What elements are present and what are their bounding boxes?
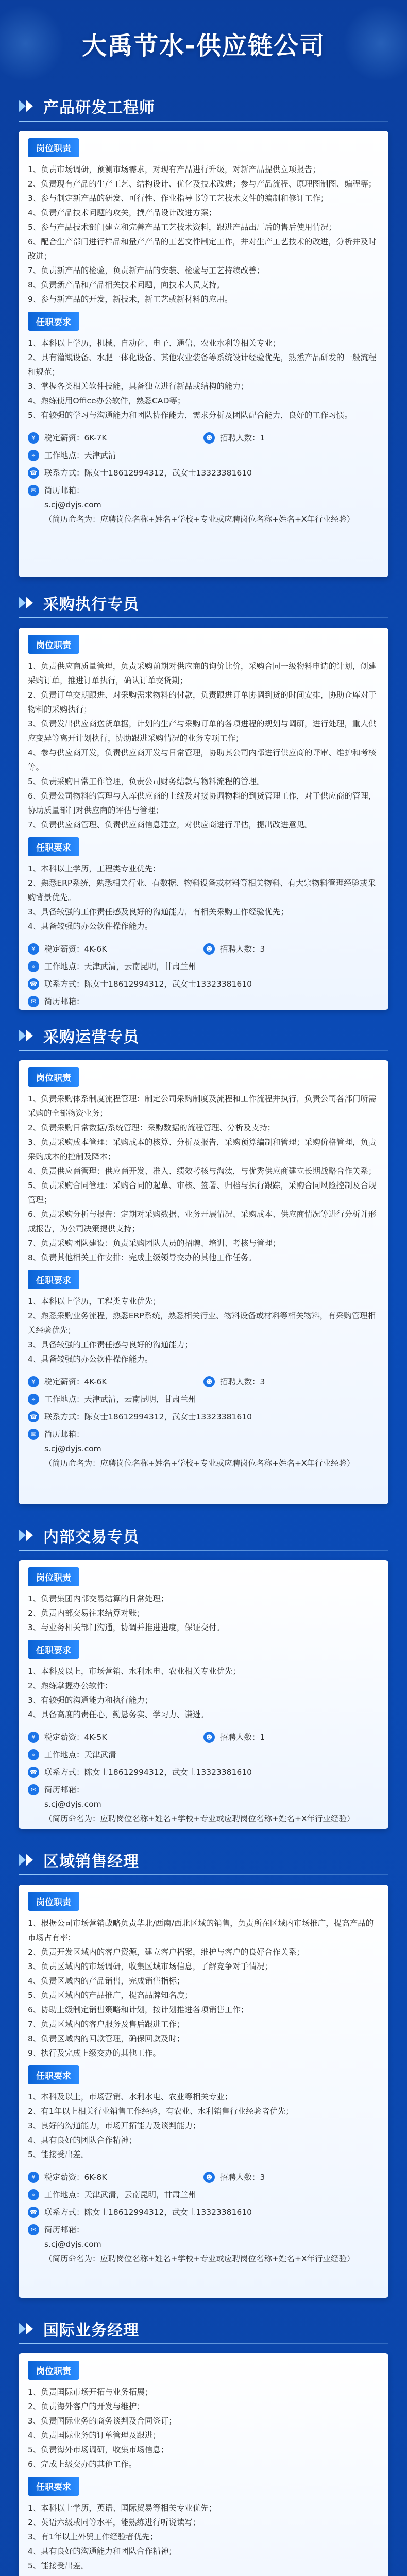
job-title: 采购执行专员 [43, 596, 139, 614]
req-label: 任职要求 [28, 2065, 79, 2084]
duty-item: 7、负责区域内的客户服务及售后跟进工作； [28, 2020, 185, 2029]
req-item: 3、掌握各类相关软件技能，具备独立进行新品或结构的能力； [28, 382, 249, 391]
email-row [28, 2223, 379, 2266]
duty-item: 4、负责产品技术问题的攻关，撰产品设计改进方案； [28, 208, 217, 217]
duty-item: 2、负责订单交期跟进、对采购需求物料的付款，负责跟进订单协调到货的时间安排，协助仓库对于物料的采购执行； [28, 690, 377, 714]
headcount-value: 3 [260, 944, 265, 954]
location-row [28, 959, 379, 974]
duty-item: 6、协助上级制定销售策略和计划，按计划推进各项销售工作； [28, 2005, 249, 2014]
req-item: 5、能接受出差。 [28, 2561, 89, 2570]
duty-item: 2、负责采购日常数据/系统管理：采购数据的流程管理、分析及支持； [28, 1123, 276, 1132]
duty-item: 9、参与新产品的开发，新技术，新工艺或新材料的应用。 [28, 295, 233, 304]
duty-item: 5、负责采购日常工作管理，负责公司财务结款与物料流程的管理。 [28, 777, 265, 786]
duty-item: 3、负责区域内的市场调研，收集区域市场信息，了解竞争对手情况； [28, 1962, 273, 1971]
duty-item: 5、负责海外市场调研，收集市场信息； [28, 2445, 169, 2454]
email-value[interactable] [44, 1009, 355, 1010]
email-note: （简历命名为：应聘岗位名称+姓名+学校+专业或应聘岗位名称+姓名+X年行业经验） [44, 515, 355, 524]
job-title-row [0, 91, 407, 122]
req-item: 2、熟悉采购业务流程，熟悉ERP系统，熟悉相关行业、物料设备或材料等相关物料，有采购管理相关经验优先； [28, 1311, 376, 1335]
duty-item: 1、负责国际市场开拓与业务拓展； [28, 2387, 153, 2397]
email-value[interactable]: s.cj@dyjs.com [44, 500, 101, 510]
duty-item: 3、与业务相关部门沟通，协调并推进进度，保证交付。 [28, 1623, 225, 1632]
duty-item: 8、负责区域内的回款管理，确保回款及时； [28, 2034, 185, 2043]
contact-row [28, 2205, 379, 2219]
duty-item: 4、负责国际业务的订单管理及跟进； [28, 2431, 161, 2440]
duty-label: 岗位职责 [28, 635, 79, 654]
salary-value: 4K-6K [84, 944, 107, 954]
email-note: （简历命名为：应聘岗位名称+姓名+学校+专业或应聘岗位名称+姓名+X年行业经验） [44, 1459, 355, 1468]
job-section [0, 91, 407, 577]
duty-item: 5、参与产品技术部门建立和完善产品工艺技术资料，跟进产品出厂后的售后使用情况； [28, 223, 336, 232]
job-card [19, 131, 388, 577]
req-item: 5、能接受出差。 [28, 2150, 89, 2159]
contact-label: 联系方式： [44, 468, 84, 478]
salary-icon: ¥ [28, 1732, 39, 1743]
duty-item: 4、负责供应商管理：供应商开发、准入、绩效考核与淘汰，与优秀供应商建立长期战略合作关系； [28, 1166, 377, 1176]
email-label: 简历邮箱： [44, 1785, 84, 1794]
duty-label: 岗位职责 [28, 1067, 79, 1087]
req-item: 4、具有良好的沟通能力和团队合作精神； [28, 2547, 177, 2556]
page-header [0, 0, 407, 87]
mail-icon: ✉ [28, 996, 39, 1007]
email-value[interactable]: s.cj@dyjs.com [44, 2240, 101, 2249]
duty-item: 3、负责国际业务的商务谈判及合同签订； [28, 2416, 177, 2426]
req-item: 4、具备高度的责任心，勤恳务实、学习力、谦逊。 [28, 1710, 209, 1719]
req-item: 4、具有良好的团队合作精神； [28, 2136, 137, 2145]
email-row [28, 483, 379, 527]
req-item: 4、具备较强的办公软件操作能力。 [28, 922, 153, 931]
location-value: 天津武清 [84, 1750, 116, 1759]
salary-label: 税定薪资： [44, 944, 84, 954]
duty-item: 1、负责集团内部交易结算的日常处理； [28, 1594, 169, 1603]
email-label: 简历邮箱： [44, 486, 84, 495]
salary-icon: ¥ [28, 943, 39, 955]
job-title-row [0, 1020, 407, 1051]
contact-value: 陈女士18612994312，武女士13323381610 [84, 979, 252, 989]
job-section [0, 587, 407, 1010]
req-item: 4、熟练使用Office办公软件，熟悉CAD等； [28, 396, 185, 405]
req-item: 1、本科以上学历，英语、国际贸易等相关专业优先； [28, 2503, 217, 2513]
job-card [19, 1060, 388, 1504]
job-title-row [0, 2313, 407, 2344]
salary-icon: ¥ [28, 2172, 39, 2183]
salary-label: 税定薪资： [44, 1733, 84, 1742]
people-icon: ☻ [204, 943, 215, 955]
contact-value: 陈女士18612994312，武女士13323381610 [84, 1412, 252, 1421]
salary-headcount-row [28, 431, 379, 445]
company-title: 大禹节水-供应链公司 [82, 31, 325, 60]
duty-label: 岗位职责 [28, 1892, 79, 1911]
req-item: 3、具备较强的工作责任感及良好的沟通能力，有相关采购工作经验优先； [28, 907, 289, 917]
phone-icon: ☎ [28, 467, 39, 479]
email-label: 简历邮箱： [44, 1430, 84, 1439]
location-label: 工作地点： [44, 1395, 84, 1404]
req-label: 任职要求 [28, 1270, 79, 1289]
email-row [28, 1427, 379, 1470]
salary-icon: ¥ [28, 432, 39, 444]
headcount-label: 招聘人数： [220, 2173, 260, 2182]
salary-value: 6K-7K [84, 433, 107, 443]
job-section [0, 1020, 407, 1504]
duty-item: 2、负责海外客户的开发与维护； [28, 2402, 145, 2411]
req-item: 2、英语六级或同等水平，能熟练进行听说读写； [28, 2518, 201, 2527]
req-item: 2、熟悉ERP系统，熟悉相关行业、有数据、物料设备或材料等相关物料、有大宗物料管理经验或采购背景优先。 [28, 878, 376, 902]
req-item: 5、有较强的学习与沟通能力和团队协作能力，需求分析及团队配合能力，良好的工作习惯。 [28, 411, 352, 420]
contact-value: 陈女士18612994312，武女士13323381610 [84, 1768, 252, 1777]
duty-item: 1、负责采购体系制度流程管理：制定公司采购制度及流程和工作流程并执行，负责公司各部门所需采购的全部物资业务； [28, 1094, 377, 1118]
duty-item: 5、负责采购合同管理：采购合同的起草、审核、签署、归档与执行跟踪，采购合同风险控制及合规管理； [28, 1181, 377, 1205]
location-label: 工作地点： [44, 2190, 84, 2199]
job-title: 采购运营专员 [43, 1028, 139, 1046]
location-icon: ⌖ [28, 1394, 39, 1405]
email-row [28, 994, 379, 1010]
duty-item: 2、负责内部交易往来结算对账； [28, 1608, 145, 1618]
headcount-value: 1 [260, 433, 265, 443]
duty-item: 6、负责公司物料的管理与入库供应商的上线及对接协调物料的到货管理工作，对于供应商的管理，协助质量部门对供应商的评估与管理； [28, 791, 377, 815]
email-note: （简历命名为：应聘岗位名称+姓名+学校+专业或应聘岗位名称+姓名+X年行业经验） [44, 2254, 355, 2263]
headcount-label: 招聘人数： [220, 1377, 260, 1386]
salary-headcount-row [28, 1730, 379, 1744]
job-title-row [0, 1520, 407, 1551]
salary-label: 税定薪资： [44, 433, 84, 443]
req-item: 1、本科以上学历，工程类专业优先； [28, 1297, 161, 1306]
double-chevron-icon [19, 1851, 36, 1869]
contact-row [28, 466, 379, 480]
salary-headcount-row [28, 1375, 379, 1389]
duty-item: 6、完成上级交办的其他工作。 [28, 2460, 137, 2469]
req-item: 3、有1年以上外贸工作经验者优先； [28, 2532, 158, 2541]
phone-icon: ☎ [28, 978, 39, 990]
double-chevron-icon [19, 2320, 36, 2337]
duty-item: 1、根据公司市场营销战略负责华北/西南/西北区域的销售，负责所在区域内市场推广，提高产品的市场占有率； [28, 1919, 374, 1942]
location-label: 工作地点： [44, 962, 84, 971]
location-label: 工作地点： [44, 451, 84, 460]
req-item: 2、具有灌溉设备、水肥一体化设备、其他农业装备等系统设计经验优先，熟悉产品研发的一般流程和规范； [28, 353, 377, 377]
contact-row [28, 1765, 379, 1780]
email-label: 简历邮箱： [44, 2225, 84, 2234]
job-card [19, 628, 388, 1010]
job-section [0, 1844, 407, 2298]
duty-item: 3、负责采购成本管理：采购成本的核算、分析及报告，采购预算编制和管理；采购价格管理，负责采购成本的控制及降本； [28, 1138, 377, 1161]
location-value: 天津武清，云南昆明，甘肃兰州 [84, 2190, 196, 2199]
job-title-row [0, 587, 407, 618]
job-title-row [0, 1844, 407, 1875]
contact-label: 联系方式： [44, 2208, 84, 2217]
headcount-label: 招聘人数： [220, 944, 260, 954]
job-card [19, 1885, 388, 2298]
contact-label: 联系方式： [44, 1412, 84, 1421]
double-chevron-icon [19, 1027, 36, 1044]
location-label: 工作地点： [44, 1750, 84, 1759]
duty-item: 2、负责开发区域内的客户资源，建立客户档案，维护与客户的良好合作关系； [28, 1947, 304, 1957]
contact-label: 联系方式： [44, 979, 84, 989]
job-title: 内部交易专员 [43, 1528, 139, 1546]
req-item: 1、本科以上学历，机械、自动化、电子、通信、农业水利等相关专业； [28, 338, 281, 348]
mail-icon: ✉ [28, 2224, 39, 2235]
duty-item: 5、负责区域内的产品推广，提高品牌知名度； [28, 1991, 193, 2000]
mail-icon: ✉ [28, 1784, 39, 1795]
duty-item: 3、参与制定新产品的研发、可行性、作业指导书等工艺技术文件的编制和修订工作； [28, 194, 329, 203]
location-value: 天津武清，云南昆明，甘肃兰州 [84, 962, 196, 971]
location-icon: ⌖ [28, 1749, 39, 1760]
salary-headcount-row [28, 2170, 379, 2184]
phone-icon: ☎ [28, 1411, 39, 1422]
double-chevron-icon [19, 1527, 36, 1544]
duty-item: 8、负责其他相关工作安排：完成上级领导交办的其他工作任务。 [28, 1253, 257, 1262]
email-value[interactable]: s.cj@dyjs.com [44, 1444, 101, 1453]
duty-item: 4、负责区域内的产品销售，完成销售指标； [28, 1976, 185, 1986]
email-row [28, 1783, 379, 1826]
job-card [19, 1560, 388, 1829]
contact-value: 陈女士18612994312，武女士13323381610 [84, 2208, 252, 2217]
job-section [0, 2313, 407, 2576]
mail-icon: ✉ [28, 485, 39, 496]
people-icon: ☻ [204, 1376, 215, 1387]
duty-label: 岗位职责 [28, 2361, 79, 2380]
contact-row [28, 1410, 379, 1424]
job-section [0, 1520, 407, 1829]
req-label: 任职要求 [28, 2477, 79, 2496]
headcount-label: 招聘人数： [220, 433, 260, 443]
job-title: 区域销售经理 [43, 1853, 139, 1871]
req-item: 2、有1年以上相关行业销售工作经验，有农业、水利销售行业经验者优先； [28, 2107, 294, 2116]
people-icon: ☻ [204, 1732, 215, 1743]
req-item: 1、本科及以上，市场营销、水利水电、农业相关专业优先； [28, 1667, 241, 1676]
duty-item: 1、负责市场调研，预测市场需求，对现有产品进行升级，对新产品提供立项报告； [28, 165, 320, 174]
contact-value: 陈女士18612994312，武女士13323381610 [84, 468, 252, 478]
req-label: 任职要求 [28, 837, 79, 856]
location-icon: ⌖ [28, 961, 39, 972]
duty-item: 1、负责供应商质量管理，负责采购前期对供应商的询价比价，采购合同一级物料申请的计划，创建采购订单，推进订单执行，确认订单交货期； [28, 662, 377, 685]
location-row [28, 448, 379, 463]
duty-item: 7、负责新产品的检验，负责新产品的安装、检验与工艺持续改善； [28, 266, 265, 275]
duty-item: 8、负责新产品和产品相关技术问题，向技术人员支持。 [28, 280, 225, 290]
double-chevron-icon [19, 594, 36, 612]
salary-value: 6K-8K [84, 2173, 107, 2182]
duty-item: 7、负责采购团队建设：负责采购团队人员的招聘、培训、考核与管理； [28, 1239, 281, 1248]
duty-item: 2、负责现有产品的生产工艺、结构设计、优化及技术改进；参与产品流程、原理图制图、编程等； [28, 179, 377, 189]
job-title: 产品研发工程师 [43, 99, 155, 117]
duty-item: 7、负责供应商管理、负责供应商信息建立，对供应商进行评估，提出改进意见。 [28, 820, 313, 829]
people-icon: ☻ [204, 2172, 215, 2183]
headcount-value: 3 [260, 1377, 265, 1386]
req-item: 3、良好的沟通能力，市场开拓能力及谈判能力； [28, 2121, 201, 2130]
req-label: 任职要求 [28, 312, 79, 331]
duty-label: 岗位职责 [28, 138, 79, 157]
salary-icon: ¥ [28, 1376, 39, 1387]
salary-value: 4K-6K [84, 1377, 107, 1386]
phone-icon: ☎ [28, 1767, 39, 1778]
mail-icon: ✉ [28, 1429, 39, 1440]
salary-value: 4K-5K [84, 1733, 107, 1742]
location-value: 天津武清，云南昆明，甘肃兰州 [84, 1395, 196, 1404]
location-icon: ⌖ [28, 450, 39, 461]
headcount-label: 招聘人数： [220, 1733, 260, 1742]
req-item: 3、具备较强的工作责任感与良好的沟通能力； [28, 1340, 193, 1349]
duty-label: 岗位职责 [28, 1567, 79, 1586]
salary-label: 税定薪资： [44, 2173, 84, 2182]
req-item: 4、具备较强的办公软件操作能力。 [28, 1354, 153, 1364]
salary-headcount-row [28, 942, 379, 956]
location-row [28, 2188, 379, 2202]
location-value: 天津武清 [84, 451, 116, 460]
req-item: 1、本科及以上，市场营销、水利水电、农业等相关专业； [28, 2092, 233, 2102]
headcount-value: 3 [260, 2173, 265, 2182]
duty-item: 3、负责发出供应商送货单据，计划的生产与采购订单的各项进程的规划与调研，进行处理，重大供应变异等离开计划执行，协助跟进采购情况的业务专项工作； [28, 719, 377, 743]
duty-item: 9、执行及完成上级交办的其他工作。 [28, 2048, 161, 2058]
req-item: 2、熟练掌握办公软件； [28, 1681, 113, 1690]
duty-item: 6、负责采购分析与报告：定期对采购数据、业务开展情况、采购成本、供应商情况等进行分析并形成报告，为公司决策提供支持； [28, 1210, 377, 1233]
phone-icon: ☎ [28, 2207, 39, 2218]
duty-item: 4、参与供应商开发，负责供应商开发与日常管理，协助其公司内部进行供应商的评审、维护和考核等。 [28, 748, 377, 772]
people-icon: ☻ [204, 432, 215, 444]
contact-label: 联系方式： [44, 1768, 84, 1777]
req-label: 任职要求 [28, 1640, 79, 1659]
job-title: 国际业务经理 [43, 2321, 139, 2340]
duty-item: 6、配合生产部门进行样品和量产产品的工艺文件制定工作，并对生产工艺技术的改进，分析并及时改进； [28, 237, 377, 261]
headcount-value: 1 [260, 1733, 265, 1742]
double-chevron-icon [19, 97, 36, 115]
email-note: （简历命名为：应聘岗位名称+姓名+学校+专业或应聘岗位名称+姓名+X年行业经验） [44, 1814, 355, 1823]
salary-label: 税定薪资： [44, 1377, 84, 1386]
req-item: 3、有较强的沟通能力和执行能力； [28, 1696, 153, 1705]
location-row [28, 1392, 379, 1406]
job-card [19, 2353, 388, 2576]
location-row [28, 1748, 379, 1762]
location-icon: ⌖ [28, 2189, 39, 2200]
email-label: 简历邮箱： [44, 997, 84, 1006]
email-value[interactable]: s.cj@dyjs.com [44, 1800, 101, 1809]
req-item: 1、本科以上学历，工程类专业优先； [28, 864, 161, 873]
contact-row [28, 977, 379, 991]
